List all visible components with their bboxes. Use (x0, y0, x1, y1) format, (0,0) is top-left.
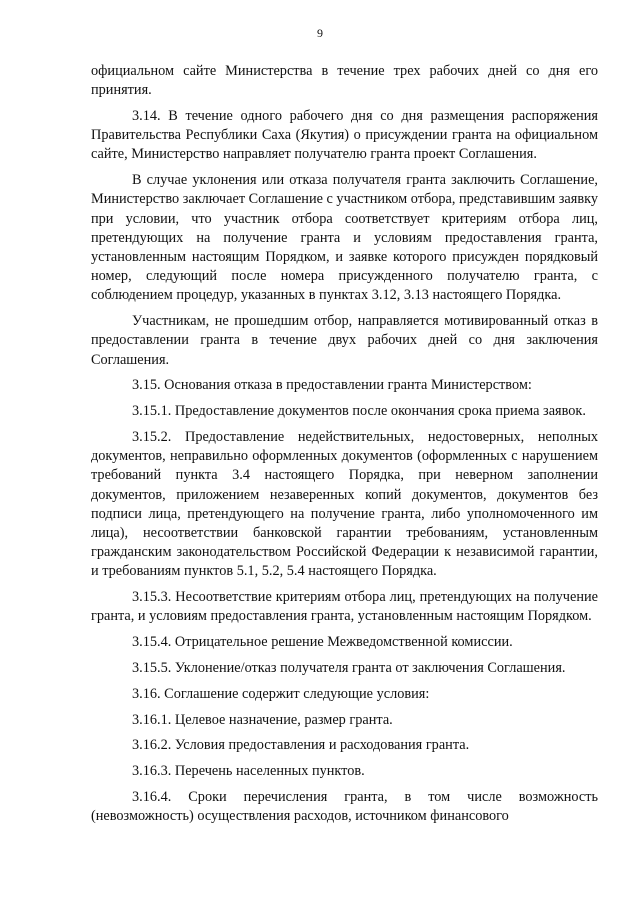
paragraph: 3.16.1. Целевое назначение, размер гранта. (132, 711, 393, 728)
paragraph: 3.15.2. Предоставление недействительных, недостоверных, неполных документов, неправильно оформленных документов (оформленных с нарушением требований пункта 3.4 настоящего Порядка, при неверном заполнении документов, приложением незаверенных копий документов, документов без подписи лица, претендующего на получение гранта, либо уполномоченного им лица), несоответствии банковской гарантии требованиям, установленным гражданским законодательством Российской Федерации к независимой гарантии, и требованиям пунктов 5.1, 5.2, 5.4 настоящего Порядка. (91, 429, 598, 580)
paragraph: 3.15.1. Предоставление документов после окончания срока приема заявок. (132, 403, 586, 420)
paragraph: 3.16. Соглашение содержит следующие условия: (132, 685, 430, 702)
paragraph: 3.15.4. Отрицательное решение Межведомственной комиссии. (132, 634, 513, 651)
paragraph: 3.16.2. Условия предоставления и расходования гранта. (132, 737, 470, 754)
paragraph: 3.15. Основания отказа в предоставлении гранта Министерством: (132, 377, 532, 394)
paragraph: 3.14. В течение одного рабочего дня со дня размещения распоряжения Правительства Республики Саха (Якутия) о присуждении гранта на официальном сайте, Министерство направляет получателю гранта проект Соглашения. (91, 108, 598, 163)
paragraph: 3.15.5. Уклонение/отказ получателя гранта от заключения Соглашения. (132, 660, 566, 677)
paragraph: В случае уклонения или отказа получателя гранта заключить Соглашение, Министерство заключает Соглашение с участником отбора, представившим заявку при условии, что участник отбора соответствует критериям отбора лиц, претендующих на получение гранта и условиям предоставления гранта, установленным настоящим Порядком, и заявке которого присужден порядковый номер, следующий после номера присужденного получателю гранта, с соблюдением процедур, указанных в пунктах 3.12, 3.13 настоящего Порядка. (91, 172, 598, 304)
page-number: 9 (317, 26, 323, 40)
paragraph: 3.16.3. Перечень населенных пунктов. (132, 763, 365, 780)
paragraph: 3.15.3. Несоответствие критериям отбора лиц, претендующих на получение гранта, и условиям предоставления гранта, установленным настоящим Порядком. (91, 589, 598, 625)
paragraph: 3.16.4. Сроки перечисления гранта, в том числе возможность (невозможность) осуществления расходов, источником финансового (91, 789, 598, 825)
paragraph: официальном сайте Министерства в течение трех рабочих дней со дня его принятия. (91, 63, 598, 99)
document-body (91, 62, 598, 833)
paragraph: Участникам, не прошедшим отбор, направляется мотивированный отказ в предоставлении гранта в течение двух рабочих дней со дня заключения Соглашения. (91, 313, 598, 368)
